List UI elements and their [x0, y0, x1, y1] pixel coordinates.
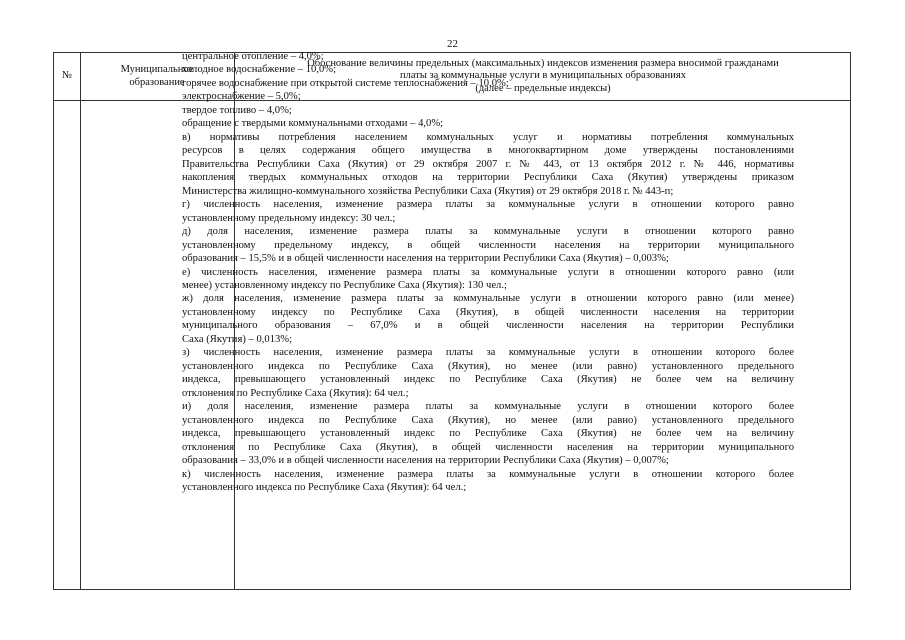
- body-text-line: ж) доля населения, изменение размера платы за коммунальные услуги в отношении которого равно (или менее): [182, 293, 794, 305]
- body-text-line: к) численность населения, изменение размера платы за коммунальные услуги в отношении которого более: [182, 468, 794, 480]
- body-text-line: отклонения по Республике Саха (Якутия): 64 чел.;: [182, 387, 409, 399]
- body-text-line: з) численность населения, изменение размера платы за коммунальные услуги в отношении которого более: [182, 347, 794, 359]
- body-text-line: е) численность населения, изменение размера платы за коммунальные услуги в отношении которого равно (или: [182, 266, 794, 278]
- body-text-line: холодное водоснабжение – 10,0%;: [182, 64, 337, 76]
- body-text-line: ресурсов в целях содержания общего имущества в многоквартирном доме утверждены постановлениями: [182, 145, 794, 157]
- body-text-line: Саха (Якутия) – 0,013%;: [182, 333, 293, 345]
- body-text-line: г) численность населения, изменение размера платы за коммунальные услуги в отношении которого равно: [182, 199, 794, 211]
- body-text-line: установленному предельному индексу, в общей численности населения на территории муниципального: [182, 239, 794, 251]
- body-text-line: электроснабжение – 5,0%;: [182, 91, 301, 103]
- body-text-line: в) нормативы потребления населением коммунальных услуг и нормативы потребления коммунальных: [182, 131, 794, 143]
- body-text-line: установленного индекса по Республике Саха (Якутия), но менее (или равно) установленного предельного: [182, 414, 794, 426]
- body-text-line: отклонения по Республике Саха (Якутия), в общей численности населения на территории муниципального: [182, 441, 794, 453]
- body-text-line: установленному предельному индексу: 30 чел.;: [182, 212, 396, 224]
- body-text-line: Министерства жилищно-коммунального хозяйства Республики Саха (Якутия) от 29 октября 2018 г. № 443-п;: [182, 185, 674, 197]
- header-justification-line: Обоснование величины предельных (максимальных) индексов изменения размера вносимой гражданами: [307, 57, 779, 69]
- header-number-column: №: [61, 70, 73, 82]
- header-justification-line: платы за коммунальные услуги в муниципальных образованиях: [400, 70, 686, 82]
- body-text-line: центральное отопление – 4,0%;: [182, 51, 324, 62]
- body-text-line: д) доля населения, изменение размера платы за коммунальные услуги в отношении которого равно: [182, 226, 794, 238]
- body-text-line: индекса, превышающего установленный индекс по Республике Саха (Якутия) не более чем на величину: [182, 374, 794, 386]
- body-text-line: твердое топливо – 4,0%;: [182, 104, 292, 116]
- body-text-line: установленного индекса по Республике Саха (Якутия), но менее (или равно) установленного предельного: [182, 360, 794, 372]
- body-text-line: горячее водоснабжение при открытой системе теплоснабжения – 10,0%;: [182, 77, 509, 89]
- body-text-line: установленному индексу по Республике Саха (Якутия), в общей численности населения на территории: [182, 306, 794, 318]
- body-text-line: установленного индекса по Республике Саха (Якутия): 64 чел.;: [182, 482, 467, 493]
- body-text-line: образования – 15,5% и в общей численности населения на территории Республики Саха (Якутия) – 0,003%;: [182, 253, 669, 265]
- header-justification-line: (далее – предельные индексы): [475, 82, 611, 94]
- body-text-line: и) доля населения, изменение размера платы за коммунальные услуги в отношении которого более: [182, 401, 794, 413]
- body-text-line: индекса, превышающего установленный индекс по Республике Саха (Якутия) не более чем на величину: [182, 428, 794, 440]
- header-municipality-line: образование: [129, 76, 185, 88]
- body-text-line: менее) установленному индексу по Республике Саха (Якутия): 130 чел.;: [182, 279, 507, 291]
- page-number: 22: [447, 38, 458, 50]
- header-municipality-line: Муниципальное: [120, 64, 194, 75]
- body-text-line: образования – 33,0% и в общей численности населения на территории Республики Саха (Якутия) – 0,007%;: [182, 455, 669, 467]
- body-text-line: муниципального образования – 67,0% и в общей численности населения на территории Республики: [182, 320, 794, 332]
- body-text-line: обращение с твердыми коммунальными отходами – 4,0%;: [182, 118, 444, 130]
- column-divider: [80, 53, 81, 589]
- justification-body-text: [182, 50, 794, 494]
- body-text-line: накопления твердых коммунальных отходов на территории Республики Саха (Якутия) утверждены приказом: [182, 172, 794, 184]
- body-text-line: Правительства Республики Саха (Якутия) от 29 октября 2007 г. № 443, от 13 октября 2012 г. № 446, нормативы: [182, 158, 794, 170]
